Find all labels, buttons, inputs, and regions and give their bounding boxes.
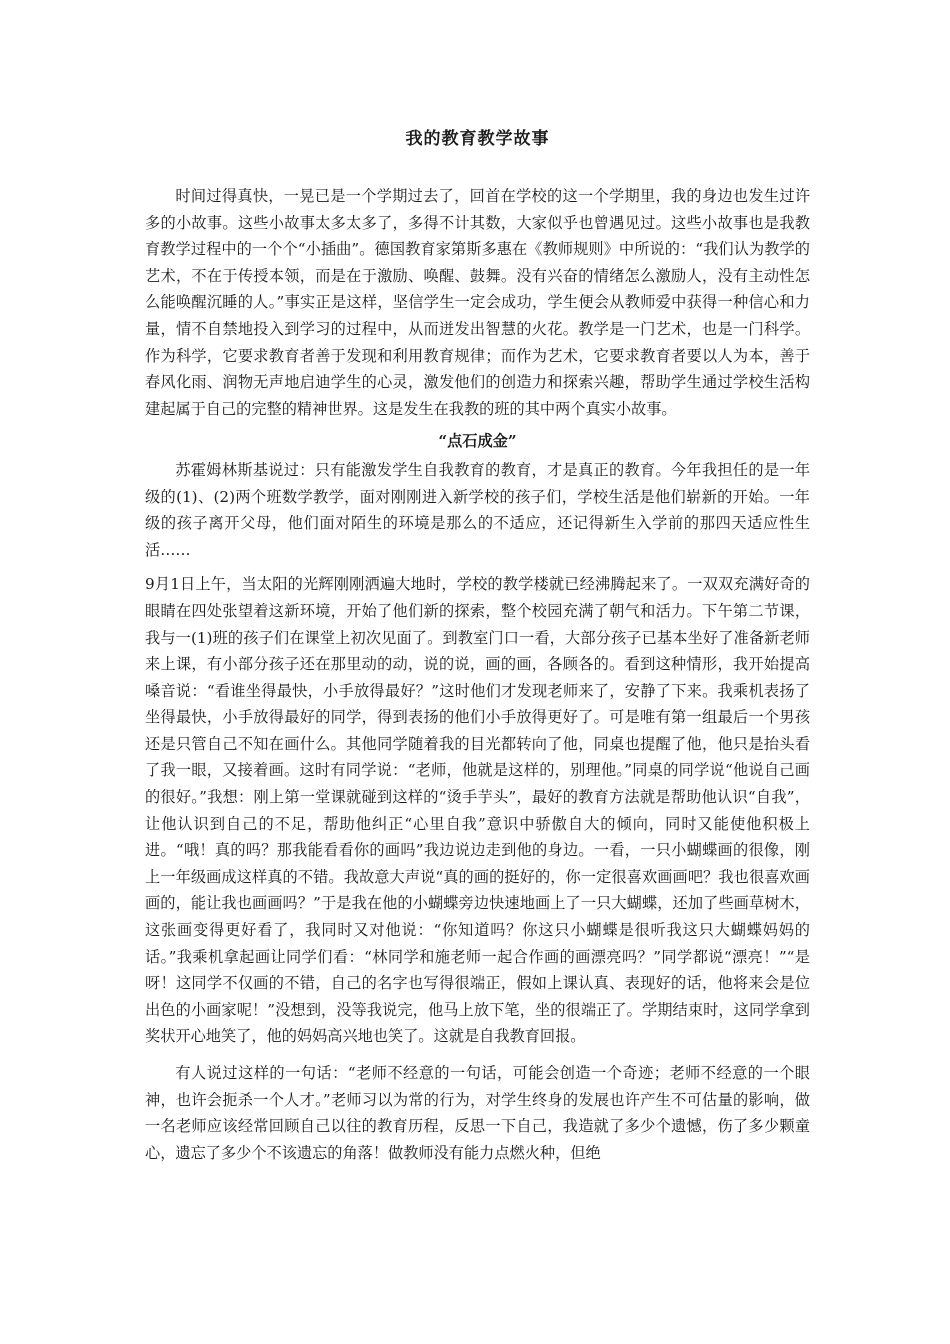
story-paragraph-1: 苏霍姆林斯基说过：只有能激发学生自我教育的教育，才是真正的教育。今年我担任的是一年级的(1)、(2)两个班数学教学，面对刚刚进入新学校的孩子们，学校生活是他们崭新的开始。一年级的孩子离开父母，他们面对陌生的环境是那么的不适应，还记得新生入学前的那四天适应性生活…… [145, 460, 810, 559]
document-title: 我的教育教学故事 [405, 129, 550, 149]
section-title: “点石成金” [438, 432, 517, 451]
intro-paragraph: 时间过得真快，一晃已是一个学期过去了，回首在学校的这一个学期里，我的身边也发生过许多的小故事。这些小故事太多太多了，多得不计其数，大家似乎也曾遇见过。这些小故事也是我教育教学过程中的一个个“小插曲”。德国教育家第斯多惠在《教师规则》中所说的：“我们认为教学的艺术，不在于传授本领，而是在于激励、唤醒、鼓舞。没有兴奋的情绪怎么激励人，没有主动性怎么能唤醒沉睡的人。”事实正是这样，坚信学生一定会成功，学生便会从教师爱中获得一种信心和力量，情不自禁地投入到学习的过程中，从而迸发出智慧的火花。教学是一门艺术，也是一门科学。作为科学，它要求教育者善于发现和利用教育规律；而作为艺术，它要求教育者要以人为本，善于春风化雨、润物无声地启迪学生的心灵，激发他们的创造力和探索兴趣，帮助学生通过学校生活构建起属于自己的完整的精神世界。这是发生在我教的班的其中两个真实小故事。 [145, 187, 810, 418]
document-page [145, 0, 810, 1344]
story-paragraph-3: 有人说过这样的一句话：“老师不经意的一句话，可能会创造一个奇迹；老师不经意的一个眼神，也许会扼杀一个人才。”老师习以为常的行为，对学生终身的发展也许产生不可估量的影响，做一名老师应该经常回顾自己以往的教育历程，反思一下自己，我造就了多少个遗憾，伤了多少颗童心，遗忘了多少个不该遗忘的角落！做教师没有能力点燃火种，但绝 [145, 1064, 810, 1162]
document-body [145, 183, 810, 1166]
story-paragraph-2: 9月1日上午，当太阳的光辉刚刚洒遍大地时，学校的教学楼就已经沸腾起来了。一双双充满好奇的眼睛在四处张望着这新环境，开始了他们新的探索，整个校园充满了朝气和活力。下午第二节课，我与一(1)班的孩子们在课堂上初次见面了。到教室门口一看，大部分孩子已基本坐好了准备新老师来上课，有小部分孩子还在那里动的动，说的说，画的画，各顾各的。看到这种情形，我开始提高嗓音说：“看谁坐得最快，小手放得最好？”这时他们才发现老师来了，安静了下来。我乘机表扬了坐得最快，小手放得最好的同学，得到表扬的他们小手放得更好了。可是唯有第一组最后一个男孩还是只管自己不知在画什么。其他同学随着我的目光都转向了他，同桌也提醒了他，他只是抬头看了我一眼，又接着画。这时有同学说：“老师，他就是这样的，别理他。”同桌的同学说“他说自己画的很好。”我想：刚上第一堂课就碰到这样的“烫手芋头”，最好的教育方法就是帮助他认识“自我”，让他认识到自己的不足，帮助他纠正“心里自我”意识中骄傲自大的倾向，同时又能使他积极上进。“哦！真的吗？那我能看看你的画吗”我边说边走到他的身边。一看，一只小蝴蝶画的很像，刚上一年级画成这样真的不错。我故意大声说“真的画的挺好的，你一定很喜欢画画吧？我也很喜欢画画的，能让我也画画吗？”于是我在他的小蝴蝶旁边快速地画上了一只大蝴蝶，还加了些画草树木，这张画变得更好看了，我同时又对他说：“你知道吗？你这只小蝴蝶是很听我这只大蝴蝶妈妈的话。”我乘机拿起画让同学们看：“林同学和施老师一起合作画的画漂亮吗？”同学都说“漂亮！”“是呀！这同学不仅画的不错，自己的名字也写得很端正，假如上课认真、表现好的话，他将来会是位出色的小画家呢！”没想到，没等我说完，他马上放下笔，坐的很端正了。学期结束时，这同学拿到奖状开心地笑了，他的妈妈高兴地也笑了。这就是自我教育回报。 [145, 575, 810, 1046]
